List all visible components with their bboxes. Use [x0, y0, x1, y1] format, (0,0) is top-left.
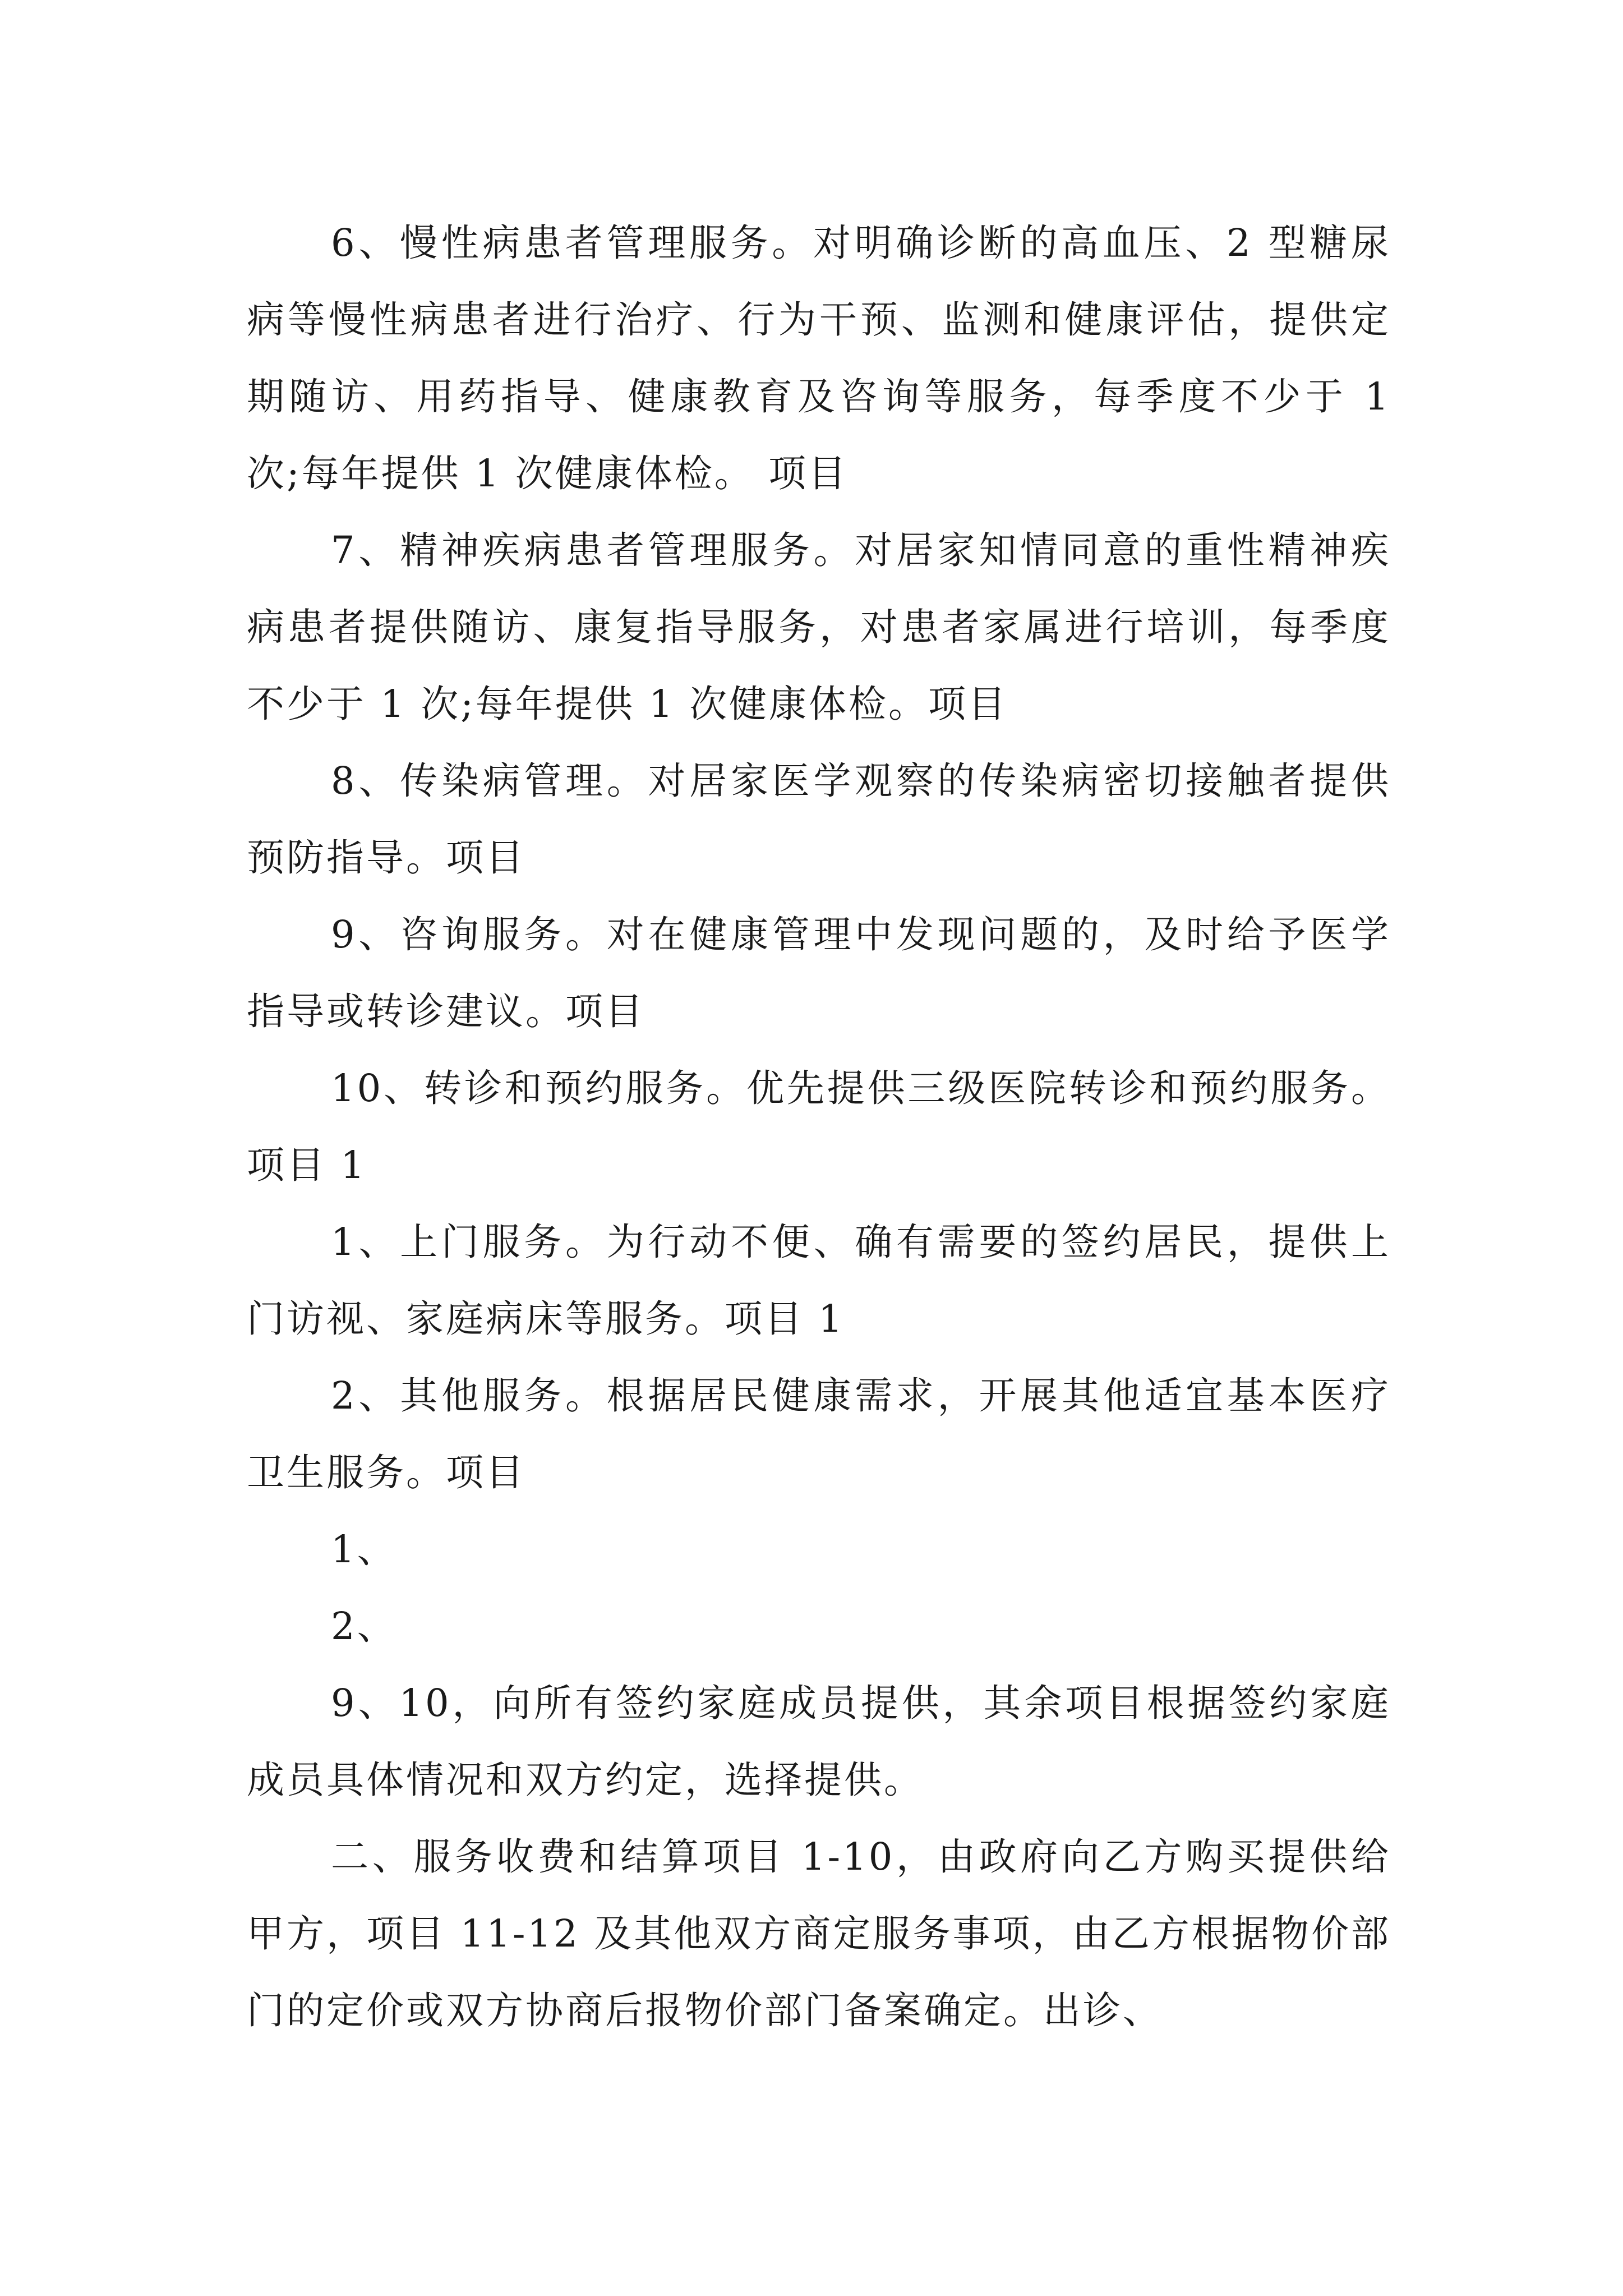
document-body: [247, 205, 1391, 2049]
paragraph-infectious-disease: 8、传染病管理。对居家医学观察的传染病密切接触者提供预防指导。项目: [247, 759, 1391, 880]
paragraph-provision-note: 9、10，向所有签约家庭成员提供，其余项目根据签约家庭成员具体情况和双方约定，选择提供。: [247, 1681, 1391, 1802]
paragraph-other-services: 2、其他服务。根据居民健康需求，开展其他适宜基本医疗卫生服务。项目: [247, 1374, 1391, 1494]
paragraph-home-visit: 1、上门服务。为行动不便、确有需要的签约居民，提供上门访视、家庭病床等服务。项目 1: [247, 1220, 1391, 1341]
paragraph-item-1: 1、: [331, 1527, 397, 1571]
paragraph-consultation: 9、咨询服务。对在健康管理中发现问题的，及时给予医学指导或转诊建议。项目: [247, 913, 1391, 1033]
paragraph-referral: 10、转诊和预约服务。优先提供三级医院转诊和预约服务。 项目 1: [247, 1066, 1391, 1187]
paragraph-mental-illness: 7、精神疾病患者管理服务。对居家知情同意的重性精神疾病患者提供随访、康复指导服务，对患者家属进行培训，每季度不少于 1 次;每年提供 1 次健康体检。项目: [247, 528, 1391, 726]
paragraph-fees-settlement: 二、服务收费和结算项目 1-10，由政府向乙方购买提供给甲方，项目 11-12 及其他双方商定服务事项，由乙方根据物价部门的定价或双方协商后报物价部门备案确定。出诊、: [247, 1835, 1391, 2032]
paragraph-item-2: 2、: [331, 1604, 397, 1648]
paragraph-chronic-disease: 6、慢性病患者管理服务。对明确诊断的高血压、2 型糖尿病等慢性病患者进行治疗、行为干预、监测和健康评估，提供定期随访、用药指导、健康教育及咨询等服务，每季度不少于 1 次;每年提供 1 次健康体检。 项目: [247, 221, 1391, 495]
